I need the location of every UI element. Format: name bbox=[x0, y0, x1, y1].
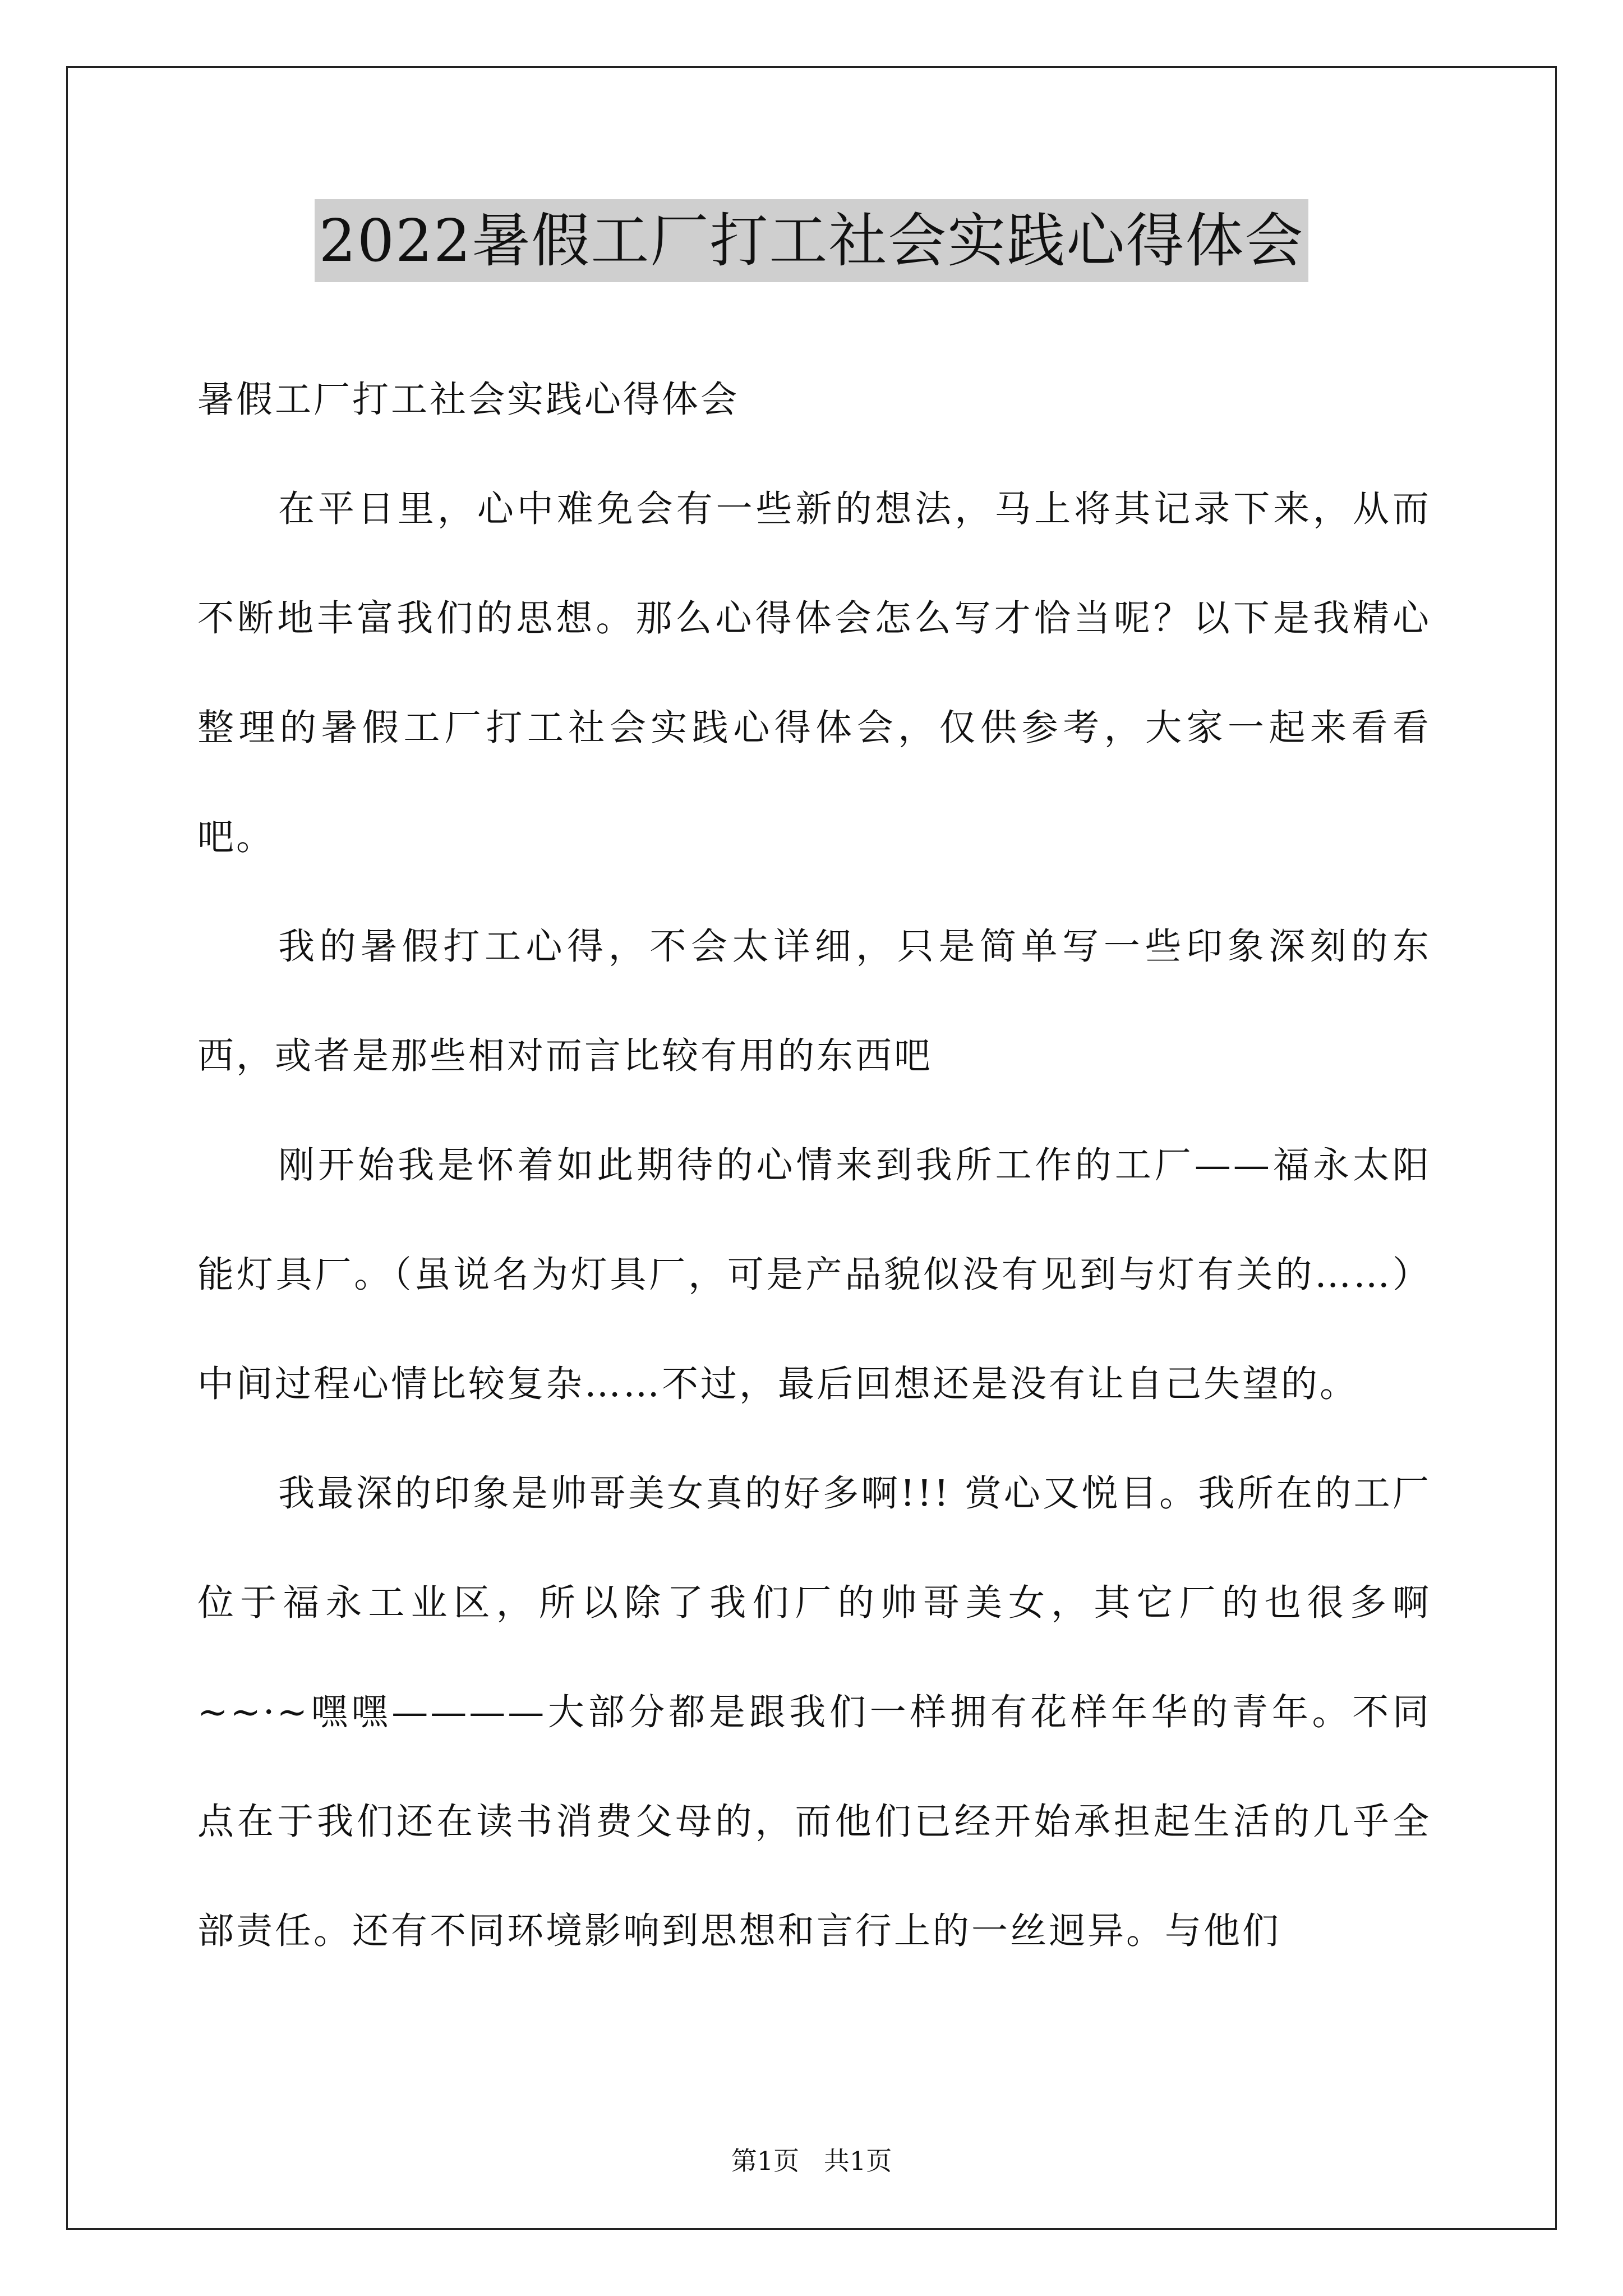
title-container bbox=[0, 199, 1623, 282]
paragraph: 我的暑假打工心得，不会太详细，只是简单写一些印象深刻的东西，或者是那些相对而言比较有用的东西吧 bbox=[197, 926, 1431, 1077]
paragraph: 我最深的印象是帅哥美女真的好多啊!!! 赏心又悦目。我所在的工厂位于福永工业区，所以除了我们厂的帅哥美女，其它厂的也很多啊~~·~嘿嘿————大部分都是跟我们一样拥有花样年华的青年。不同点在于我们还在读书消费父母的，而他们已经开始承担起生活的几乎全部责任。还有不同环境影响到思想和言行上的一丝迥异。与他们 bbox=[197, 1473, 1431, 1952]
document-title: 2022暑假工厂打工社会实践心得体会 bbox=[315, 199, 1309, 282]
document-subtitle: 暑假工厂打工社会实践心得体会 bbox=[197, 379, 740, 421]
document-body bbox=[197, 345, 1431, 1986]
page-number-footer: 第1页 共1页 bbox=[731, 2146, 892, 2176]
paragraph: 刚开始我是怀着如此期待的心情来到我所工作的工厂——福永太阳能灯具厂。（虽说名为灯具厂，可是产品貌似没有见到与灯有关的……）中间过程心情比较复杂……不过，最后回想还是没有让自己失望的。 bbox=[197, 1144, 1431, 1405]
paragraph-intro: 在平日里，心中难免会有一些新的想法，马上将其记录下来，从而不断地丰富我们的思想。那么心得体会怎么写才恰当呢？以下是我精心整理的暑假工厂打工社会实践心得体会，仅供参考，大家一起来看看吧。 bbox=[197, 488, 1431, 858]
